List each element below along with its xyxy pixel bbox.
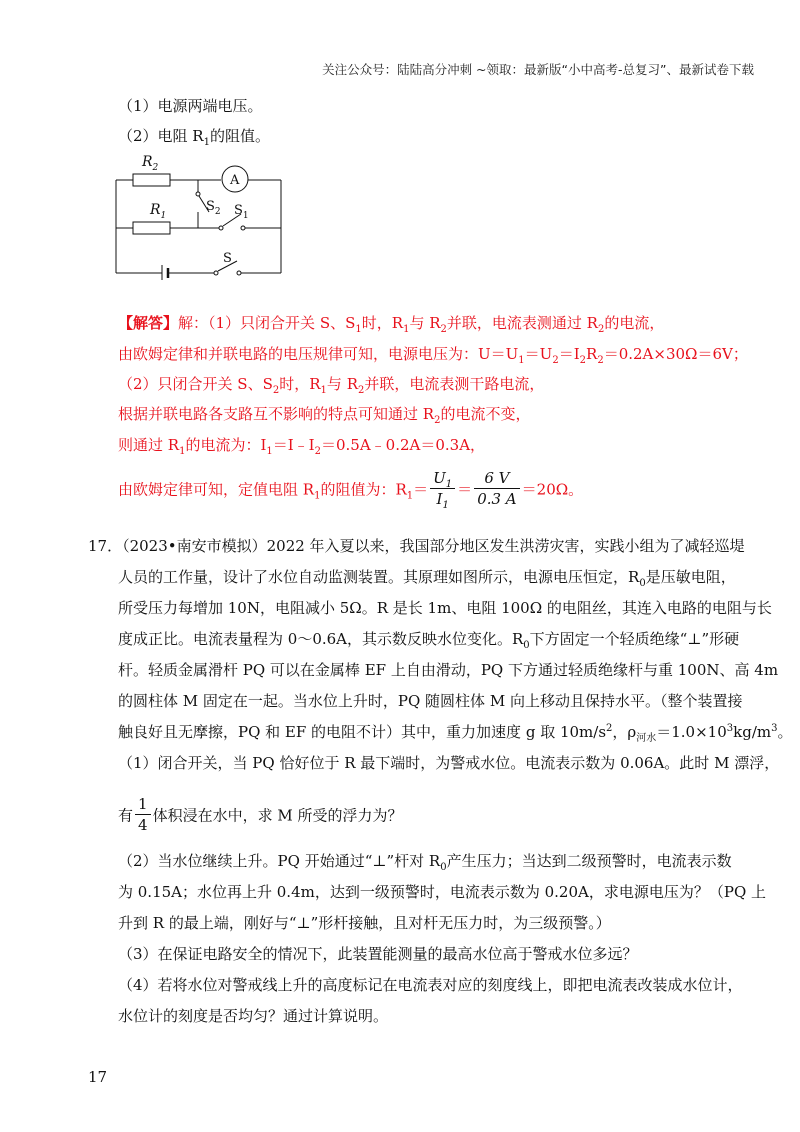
q17-line-8: （1）闭合开关，当 PQ 恰好位于 R 最下端时，为警戒水位。电流表示数为 0.06A。此时 M 漂浮，: [118, 754, 780, 772]
label-s1: $S_1$: [234, 203, 249, 221]
q17-line-4: 度成正比。电流表量程为 0～0.6A，其示数反映水位变化。$R_0$下方固定一个轻质绝缘“⊥”形硬: [118, 630, 740, 651]
subquestion-2: （2）电阻 $R_1$的阻值。: [118, 127, 270, 148]
label-s2: $S_2$: [206, 199, 221, 217]
answer-line-1: 【解答】解：（1）只闭合开关 S、$S_1$时，$R_1$与 $R_2$并联，电流表测通过 $R_2$的电流，: [118, 314, 665, 335]
q17-line-2: 人员的工作量，设计了水位自动监测装置。其原理如图所示，电源电压恒定，$R_0$是压敏电阻，: [118, 568, 736, 589]
q17-line-1: 17．（2023•南安市模拟）2022 年入夏以来，我国部分地区发生洪涝灾害，实践小组为了减轻巡堤: [88, 537, 745, 555]
answer-line-5: 则通过 $R_1$的电流为：$I_1=I﹣I_2=0.5A﹣0.2A=0.3A$，: [118, 436, 486, 457]
q17-line-10: （2）当水位继续上升。PQ 开始通过“⊥”杆对 $R_0$产生压力；当达到二级预警时，电流表示数: [118, 852, 732, 873]
q17-line-7: 触良好且无摩擦，PQ 和 EF 的电阻不计）其中，重力加速度 g 取 $10m/s^2$，$\rho_{河水}=1.0\times 10^3kg/m^3$。: [118, 723, 793, 744]
answer-line-3: （2）只闭合开关 S、$S_2$时，$R_1$与 $R_2$并联，电流表测干路电流，: [118, 375, 545, 396]
answer-line-6: 由欧姆定律可知，定值电阻 $R_1$的阻值为：$R_1=$ $\frac{U_1}{I_1}$ ＝ $\frac{6 V}{0.3 A}$ ＝20Ω。: [118, 469, 584, 511]
label-s: S: [223, 251, 232, 266]
resistor-r2: [133, 174, 170, 186]
fraction-u1-over-i1: $\frac{U_1}{I_1}$: [430, 468, 455, 509]
answer-line-4: 根据并联电路各支路互不影响的特点可知通过 $R_2$的电流不变，: [118, 405, 531, 426]
subquestion-1: （1）电源两端电压。: [118, 97, 263, 115]
fraction-one-quarter: $\frac{1}{4}$: [135, 794, 151, 835]
label-r2: $R_2$: [142, 154, 159, 173]
circuit-diagram: [110, 150, 290, 280]
q17-line-12: 升到 R 的最上端，刚好与“⊥”形杆接触，且对杆无压力时，为三级预警。）: [118, 914, 611, 932]
resistor-r1: [133, 222, 170, 234]
q17-line-14: （4）若将水位对警戒线上升的高度标记在电流表对应的刻度线上，即把电流表改装成水位计，: [118, 976, 743, 994]
label-ammeter: A: [230, 173, 240, 188]
q17-line-11: 为 0.15A；水位再上升 0.4m，达到一级预警时，电流表示数为 0.20A，求电源电压为？（PQ 上: [118, 883, 767, 901]
q17-line-15: 水位计的刻度是否均匀？通过计算说明。: [118, 1007, 389, 1025]
q17-line-3: 所受压力每增加 10N，电阻减小 5Ω。R 是长 1m、电阻 100Ω 的电阻丝，其连入电路的电阻与长: [118, 599, 772, 617]
page-header: 关注公众号：陆陆高分冲刺 ~领取：最新版“小中高考-总复习”、最新试卷下载: [322, 62, 754, 77]
q17-line-6: 的圆柱体 M 固定在一起。当水位上升时，PQ 随圆柱体 M 向上移动且保持水平。（整个装置接: [118, 692, 743, 710]
fraction-6v-over-03a: $\frac{6 V}{0.3 A}$: [474, 468, 519, 509]
answer-line-2: 由欧姆定律和并联电路的电压规律可知，电源电压为：$U=U_1=U_2=I_2R_2=0.2A\times 30\Omega=6V$；: [118, 345, 748, 366]
q17-line-5: 杆。轻质金属滑杆 PQ 可以在金属棒 EF 上自由滑动，PQ 下方通过轻质绝缘杆与重 100N、高 4m: [118, 661, 779, 679]
label-r1: $R_1$: [150, 202, 167, 221]
q17-line-9: 有 $\frac{1}{4}$ 体积浸在水中，求 M 所受的浮力为？: [118, 795, 403, 834]
page-number: 17: [88, 1068, 108, 1086]
q17-line-13: （3）在保证电路安全的情况下，此装置能测量的最高水位高于警戒水位多远？: [118, 945, 638, 963]
